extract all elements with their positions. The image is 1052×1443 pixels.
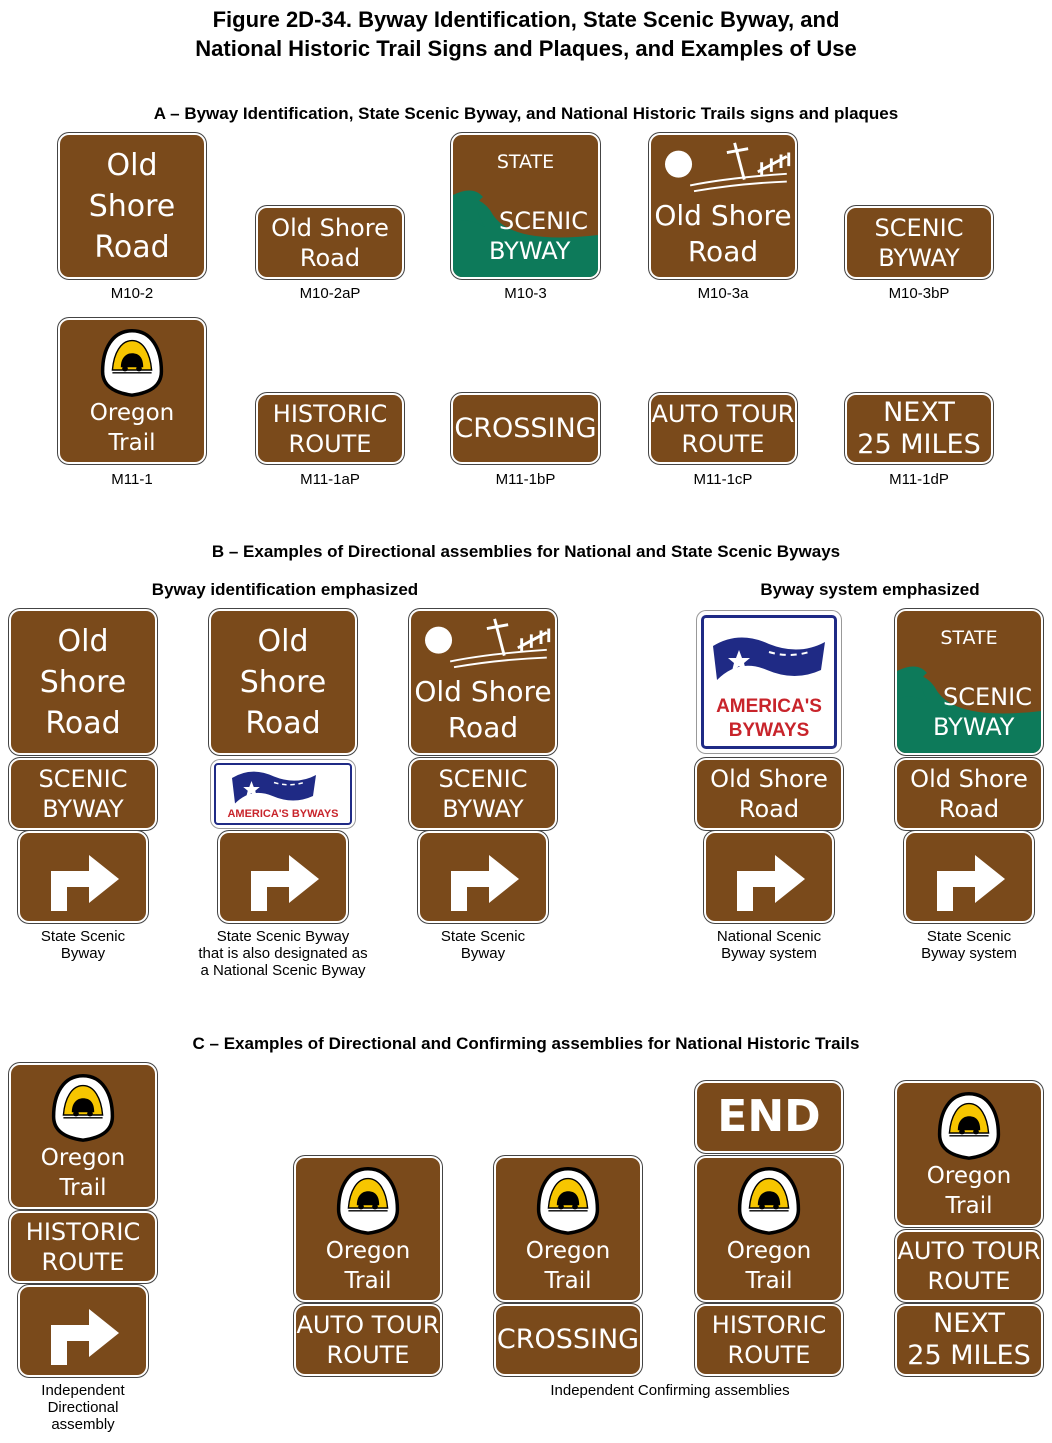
- caption-b2: State Scenic Byway that is also designated as a National Scenic Byway: [198, 928, 368, 979]
- b5-route-name-plaque: Old Shore Road: [897, 760, 1041, 828]
- americas-byways-flag-icon: [709, 625, 829, 691]
- b4-route-name-plaque: Old Shore Road: [697, 760, 841, 828]
- plaque-m11-1ap: HISTORIC ROUTE: [258, 395, 402, 462]
- b4-arrow-plaque: [706, 833, 832, 921]
- b3-arrow-plaque: [420, 833, 546, 921]
- b2-route-name-sign: Old Shore Road: [211, 611, 355, 753]
- code-m11-1dp: M11-1dP: [889, 471, 949, 488]
- b4-americas-byways-sign: AMERICA'S BYWAYS: [697, 611, 841, 753]
- oregon-trail-shield-icon: [333, 1166, 403, 1236]
- figure-title-line-2: National Historic Trail Signs and Plaques, and Examples of Use: [195, 36, 857, 61]
- caption-independent-directional: Independent Directional assembly: [41, 1382, 125, 1433]
- b3-pictorial-sign: Old Shore Road: [411, 611, 555, 753]
- b5-arrow-plaque: [906, 833, 1032, 921]
- sign-m10-3: STATE SCENIC BYWAY: [453, 135, 598, 277]
- c2-auto-tour-route-plaque: AUTO TOUR ROUTE: [296, 1306, 440, 1374]
- scenic-pictorial-icon: [411, 615, 555, 673]
- oregon-trail-shield-icon: [934, 1091, 1004, 1161]
- c5-auto-tour-route-plaque: AUTO TOUR ROUTE: [897, 1232, 1041, 1300]
- code-m10-2: M10-2: [110, 285, 154, 302]
- code-m11-1: M11-1: [111, 471, 153, 488]
- code-m11-1bp: M11-1bP: [495, 471, 556, 488]
- subheading-system: Byway system emphasized: [760, 580, 980, 599]
- caption-b1: State Scenic Byway: [40, 928, 126, 962]
- turn-right-arrow-icon: [233, 837, 333, 917]
- section-c-heading: C – Examples of Directional and Confirming assemblies for National Historic Trails: [192, 1034, 860, 1053]
- turn-right-arrow-icon: [33, 1291, 133, 1371]
- code-m11-1cp: M11-1cP: [693, 471, 753, 488]
- turn-right-arrow-icon: [919, 837, 1019, 917]
- c1-arrow-plaque: [20, 1287, 146, 1375]
- c5-oregon-trail-sign: Oregon Trail: [897, 1083, 1041, 1225]
- plaque-m11-1dp: NEXT 25 MILES: [847, 395, 991, 462]
- c3-oregon-trail-sign: Oregon Trail: [496, 1158, 640, 1300]
- code-m10-3bp: M10-3bP: [888, 285, 950, 302]
- b2-americas-byways-plaque: AMERICA'S BYWAYS: [211, 760, 355, 828]
- oregon-trail-shield-icon: [48, 1073, 118, 1143]
- figure-title-line-1: Figure 2D-34. Byway Identification, State Scenic Byway, and: [212, 7, 840, 32]
- c4-end-plaque: END: [697, 1083, 841, 1151]
- sign-m11-1: Oregon Trail: [60, 320, 204, 462]
- americas-byways-flag-icon: [229, 764, 319, 810]
- plaque-m11-1cp: AUTO TOUR ROUTE: [651, 395, 795, 462]
- subheading-identification: Byway identification emphasized: [151, 580, 419, 599]
- caption-independent-confirming: Independent Confirming assemblies: [550, 1382, 790, 1399]
- sign-m10-2: Old Shore Road: [60, 135, 204, 277]
- oregon-trail-shield-icon: [97, 328, 167, 398]
- b1-scenic-byway-plaque: SCENIC BYWAY: [11, 760, 155, 828]
- plaque-m11-1bp: CROSSING: [453, 395, 598, 462]
- c5-next-miles-plaque: NEXT 25 MILES: [897, 1306, 1041, 1374]
- c4-historic-route-plaque: HISTORIC ROUTE: [697, 1306, 841, 1374]
- turn-right-arrow-icon: [719, 837, 819, 917]
- caption-b4: National Scenic Byway system: [716, 928, 822, 962]
- c1-historic-route-plaque: HISTORIC ROUTE: [11, 1213, 155, 1281]
- turn-right-arrow-icon: [433, 837, 533, 917]
- oregon-trail-shield-icon: [533, 1166, 603, 1236]
- section-b-heading: B – Examples of Directional assemblies for National and State Scenic Byways: [211, 542, 841, 561]
- code-m10-3a: M10-3a: [697, 285, 749, 302]
- b2-arrow-plaque: [220, 833, 346, 921]
- c4-oregon-trail-sign: Oregon Trail: [697, 1158, 841, 1300]
- code-m10-3: M10-3: [504, 285, 547, 302]
- caption-b3: State Scenic Byway: [440, 928, 526, 962]
- section-a-heading: A – Byway Identification, State Scenic Byway, and National Historic Trails signs and plaques: [153, 104, 899, 123]
- caption-b5: State Scenic Byway system: [921, 928, 1017, 962]
- code-m10-2ap: M10-2aP: [299, 285, 361, 302]
- c3-crossing-plaque: CROSSING: [496, 1306, 640, 1374]
- sign-m10-3a: Old Shore Road: [651, 135, 795, 277]
- turn-right-arrow-icon: [33, 837, 133, 917]
- oregon-trail-shield-icon: [734, 1166, 804, 1236]
- c2-oregon-trail-sign: Oregon Trail: [296, 1158, 440, 1300]
- b1-route-name-sign: Old Shore Road: [11, 611, 155, 753]
- code-m11-1ap: M11-1aP: [300, 471, 360, 488]
- plaque-m10-2ap: Old Shore Road: [258, 208, 402, 277]
- b5-state-scenic-byway-sign: STATE SCENIC BYWAY: [897, 611, 1041, 753]
- c1-oregon-trail-sign: Oregon Trail: [11, 1065, 155, 1207]
- plaque-m10-3bp: SCENIC BYWAY: [847, 208, 991, 277]
- scenic-pictorial-icon: [651, 139, 795, 197]
- b1-arrow-plaque: [20, 833, 146, 921]
- b3-scenic-byway-plaque: SCENIC BYWAY: [411, 760, 555, 828]
